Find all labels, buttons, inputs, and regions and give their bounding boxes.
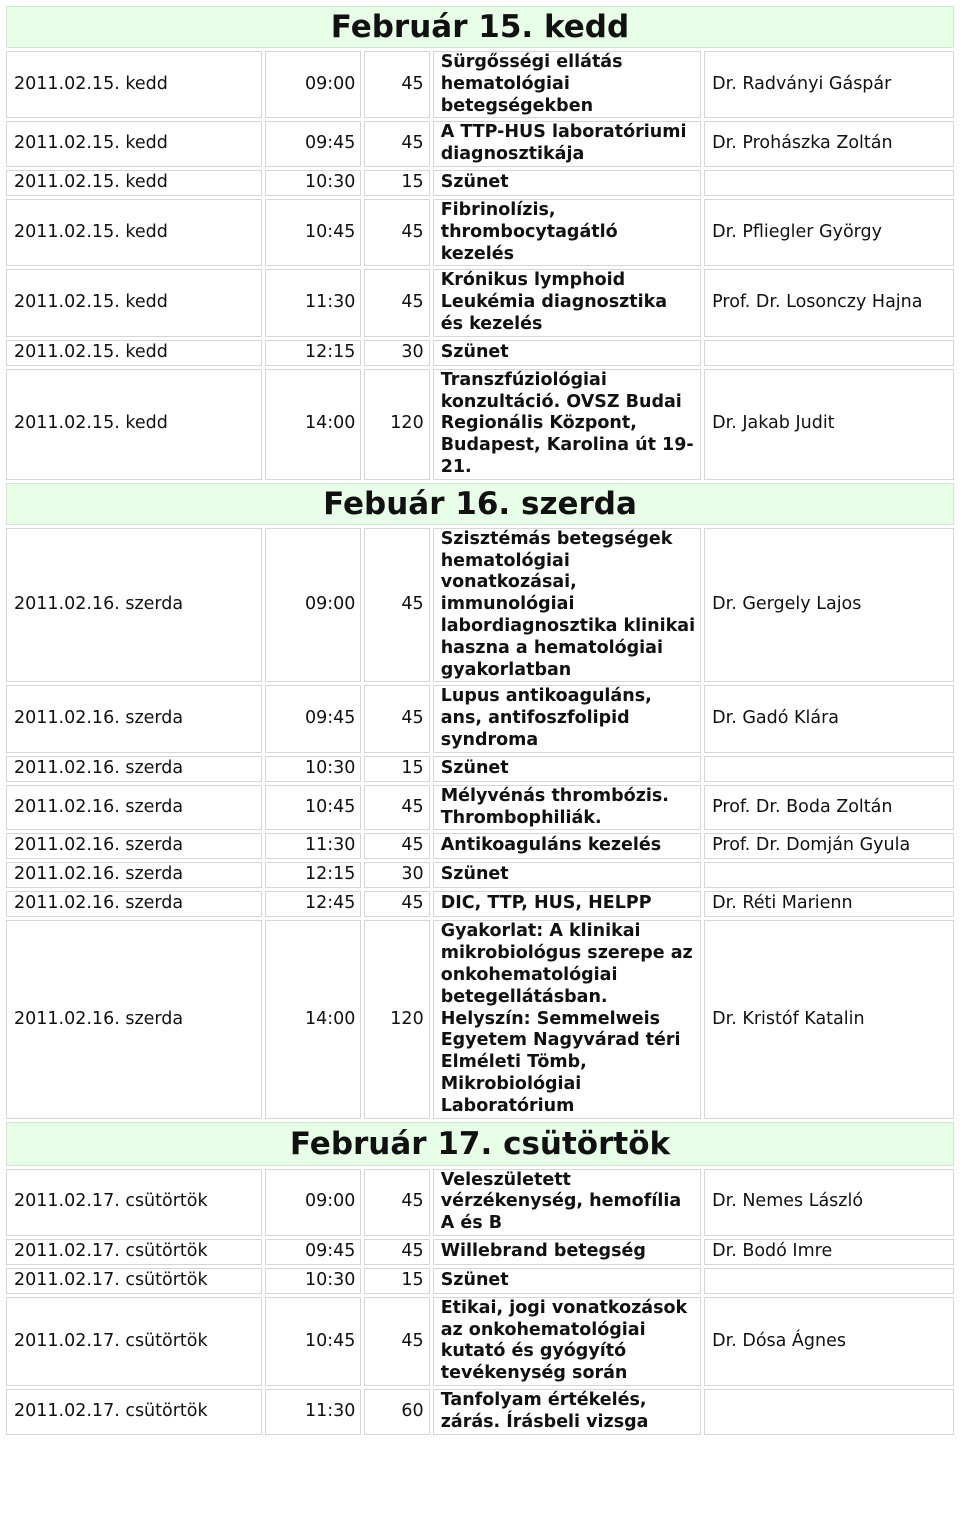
session-topic: Fibrinolízis, thrombocytagátló kezelés — [433, 199, 701, 266]
session-topic: Szünet — [433, 756, 701, 782]
session-topic: Szünet — [433, 1268, 701, 1294]
session-time: 11:30 — [265, 269, 361, 336]
day-header: Febuár 16. szerda — [6, 483, 954, 525]
session-time: 14:00 — [265, 920, 361, 1118]
day-header-row — [6, 6, 954, 48]
session-time: 10:45 — [265, 199, 361, 266]
session-row — [6, 340, 954, 366]
session-duration: 45 — [364, 199, 429, 266]
session-topic: Veleszületett vérzékenység, hemofília A és B — [433, 1169, 701, 1236]
session-speaker: Dr. Prohászka Zoltán — [704, 121, 954, 167]
session-date: 2011.02.15. kedd — [6, 121, 262, 167]
session-topic: Szisztémás betegségek hematológiai vonatkozásai, immunológiai labordiagnosztika klinikai haszna a hematológiai gyakorlatban — [433, 528, 701, 683]
session-row — [6, 1169, 954, 1236]
session-row — [6, 528, 954, 683]
session-date: 2011.02.16. szerda — [6, 833, 262, 859]
session-topic: Antikoaguláns kezelés — [433, 833, 701, 859]
session-topic: Szünet — [433, 862, 701, 888]
session-row — [6, 269, 954, 336]
day-header-row — [6, 1122, 954, 1166]
session-time: 09:00 — [265, 51, 361, 118]
session-time: 12:15 — [265, 862, 361, 888]
session-duration: 45 — [364, 833, 429, 859]
session-row — [6, 833, 954, 859]
session-time: 09:00 — [265, 528, 361, 683]
session-topic: Willebrand betegség — [433, 1239, 701, 1265]
session-time: 10:45 — [265, 1297, 361, 1386]
session-date: 2011.02.15. kedd — [6, 170, 262, 196]
session-date: 2011.02.16. szerda — [6, 685, 262, 752]
session-date: 2011.02.17. csütörtök — [6, 1297, 262, 1386]
session-topic: Tanfolyam értékelés, zárás. Írásbeli vizsga — [433, 1389, 701, 1435]
session-speaker: Dr. Radványi Gáspár — [704, 51, 954, 118]
session-duration: 45 — [364, 1169, 429, 1236]
session-time: 10:45 — [265, 785, 361, 831]
schedule-table — [3, 3, 957, 1438]
session-row — [6, 1268, 954, 1294]
day-header: Február 15. kedd — [6, 6, 954, 48]
session-topic: Gyakorlat: A klinikai mikrobiológus szerepe az onkohematológiai betegellátásban. Helyszín: Semmelweis Egyetem Nagyvárad téri Elméleti Tömb, Mikrobiológiai Laboratórium — [433, 920, 701, 1118]
session-date: 2011.02.15. kedd — [6, 340, 262, 366]
session-date: 2011.02.15. kedd — [6, 199, 262, 266]
session-duration: 45 — [364, 528, 429, 683]
session-time: 11:30 — [265, 1389, 361, 1435]
session-speaker: Dr. Kristóf Katalin — [704, 920, 954, 1118]
session-speaker: Dr. Dósa Ágnes — [704, 1297, 954, 1386]
session-duration: 45 — [364, 785, 429, 831]
session-speaker — [704, 1268, 954, 1294]
session-time: 10:30 — [265, 170, 361, 196]
session-date: 2011.02.16. szerda — [6, 756, 262, 782]
session-time: 09:45 — [265, 685, 361, 752]
session-duration: 45 — [364, 269, 429, 336]
session-date: 2011.02.15. kedd — [6, 51, 262, 118]
session-topic: Szünet — [433, 340, 701, 366]
session-speaker: Dr. Bodó Imre — [704, 1239, 954, 1265]
session-row — [6, 121, 954, 167]
session-topic: Transzfúziológiai konzultáció. OVSZ Budai Regionális Központ, Budapest, Karolina út 19-21. — [433, 369, 701, 480]
session-time: 09:00 — [265, 1169, 361, 1236]
session-speaker — [704, 862, 954, 888]
session-speaker: Dr. Gadó Klára — [704, 685, 954, 752]
day-header-row — [6, 483, 954, 525]
session-row — [6, 1297, 954, 1386]
session-topic: Sürgősségi ellátás hematológiai betegségekben — [433, 51, 701, 118]
session-row — [6, 170, 954, 196]
session-duration: 45 — [364, 121, 429, 167]
session-duration: 45 — [364, 1297, 429, 1386]
session-topic: DIC, TTP, HUS, HELPP — [433, 891, 701, 917]
session-speaker: Prof. Dr. Domján Gyula — [704, 833, 954, 859]
session-duration: 45 — [364, 1239, 429, 1265]
session-topic: Krónikus lymphoid Leukémia diagnosztika és kezelés — [433, 269, 701, 336]
session-duration: 45 — [364, 891, 429, 917]
session-topic: A TTP-HUS laboratóriumi diagnosztikája — [433, 121, 701, 167]
session-duration: 45 — [364, 685, 429, 752]
day-header: Február 17. csütörtök — [6, 1122, 954, 1166]
session-topic: Mélyvénás thrombózis. Thrombophiliák. — [433, 785, 701, 831]
session-date: 2011.02.16. szerda — [6, 785, 262, 831]
session-row — [6, 51, 954, 118]
session-speaker: Dr. Nemes László — [704, 1169, 954, 1236]
session-date: 2011.02.16. szerda — [6, 891, 262, 917]
session-duration: 30 — [364, 862, 429, 888]
session-topic: Etikai, jogi vonatkozások az onkohematológiai kutató és gyógyító tevékenység során — [433, 1297, 701, 1386]
session-speaker — [704, 170, 954, 196]
session-time: 12:15 — [265, 340, 361, 366]
session-duration: 120 — [364, 920, 429, 1118]
session-row — [6, 756, 954, 782]
session-topic: Lupus antikoaguláns, ans, antifoszfolipid syndroma — [433, 685, 701, 752]
session-time: 10:30 — [265, 1268, 361, 1294]
session-row — [6, 369, 954, 480]
session-row — [6, 685, 954, 752]
session-date: 2011.02.17. csütörtök — [6, 1268, 262, 1294]
session-speaker: Prof. Dr. Losonczy Hajna — [704, 269, 954, 336]
session-duration: 15 — [364, 170, 429, 196]
session-row — [6, 1389, 954, 1435]
session-duration: 120 — [364, 369, 429, 480]
session-row — [6, 785, 954, 831]
session-date: 2011.02.17. csütörtök — [6, 1239, 262, 1265]
session-duration: 30 — [364, 340, 429, 366]
session-time: 09:45 — [265, 1239, 361, 1265]
session-date: 2011.02.15. kedd — [6, 269, 262, 336]
session-date: 2011.02.16. szerda — [6, 862, 262, 888]
session-time: 12:45 — [265, 891, 361, 917]
session-date: 2011.02.17. csütörtök — [6, 1389, 262, 1435]
session-time: 09:45 — [265, 121, 361, 167]
session-date: 2011.02.16. szerda — [6, 920, 262, 1118]
session-duration: 15 — [364, 1268, 429, 1294]
session-time: 14:00 — [265, 369, 361, 480]
session-topic: Szünet — [433, 170, 701, 196]
session-duration: 60 — [364, 1389, 429, 1435]
session-row — [6, 891, 954, 917]
session-time: 10:30 — [265, 756, 361, 782]
session-date: 2011.02.17. csütörtök — [6, 1169, 262, 1236]
session-speaker: Dr. Jakab Judit — [704, 369, 954, 480]
session-speaker: Dr. Gergely Lajos — [704, 528, 954, 683]
session-speaker: Dr. Réti Marienn — [704, 891, 954, 917]
session-row — [6, 199, 954, 266]
session-duration: 45 — [364, 51, 429, 118]
session-speaker: Dr. Pfliegler György — [704, 199, 954, 266]
session-duration: 15 — [364, 756, 429, 782]
session-row — [6, 862, 954, 888]
session-row — [6, 920, 954, 1118]
session-date: 2011.02.15. kedd — [6, 369, 262, 480]
session-speaker — [704, 1389, 954, 1435]
session-speaker: Prof. Dr. Boda Zoltán — [704, 785, 954, 831]
session-speaker — [704, 340, 954, 366]
session-time: 11:30 — [265, 833, 361, 859]
session-date: 2011.02.16. szerda — [6, 528, 262, 683]
session-speaker — [704, 756, 954, 782]
session-row — [6, 1239, 954, 1265]
